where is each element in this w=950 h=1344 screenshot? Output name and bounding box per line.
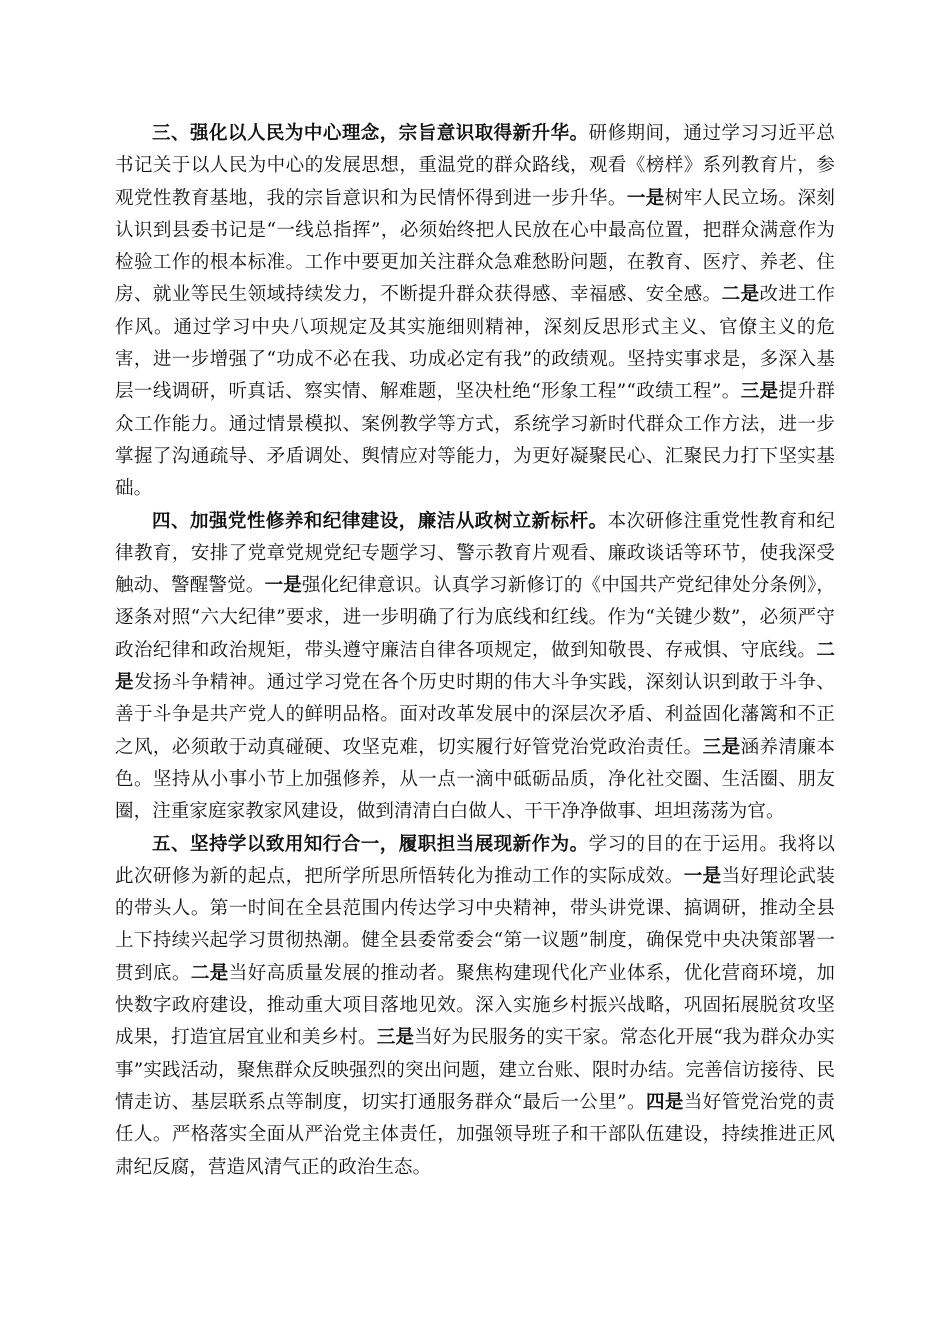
section-heading: 三、强化以人民为中心理念，宗旨意识取得新升华。 xyxy=(152,123,589,144)
section-heading: 四、加强党性修养和纪律建设，廉洁从政树立新标杆。 xyxy=(152,510,608,532)
body-text: 本次研修注重党性教育和纪律教育，安排了党章党规党纪专题学习、警示教育片观看、廉政谈话等环节，使我深受触动、警醒警觉。 xyxy=(115,510,836,597)
point-marker: 三是 xyxy=(740,381,779,403)
body-text: 当好高质量发展的推动者。聚焦构建现代化产业体系，优化营商环境，加快数字政府建设，推动重大项目落地见效。深入实施乡村振兴战略，巩固拓展脱贫攻坚成果，打造宜居宜业和美乡村。 xyxy=(115,962,836,1049)
body-text: 改进工作作风。通过学习中央八项规定及其实施细则精神，深刻反思形式主义、官僚主义的危害，进一步增强了“功成不必在我、功成必定有我”的政绩观。坚持实事求是，多深入基层一线调研，听真话、察实情、解难题，坚决杜绝“形象工程”“政绩工程”。 xyxy=(115,284,836,403)
body-text: 当好为民服务的实干家。常态化开展“我为群众办实事”实践活动，聚焦群众反映强烈的突出问题，建立台账、限时办结。完善信访接待、民情走访、基层联系点等制度，切实打通服务群众“最后一公里”。 xyxy=(115,1027,836,1113)
body-text: 提升群众工作能力。通过情景模拟、案例教学等方式，系统学习新时代群众工作方法，进一步掌握了沟通疏导、矛盾调处、舆情应对等能力，为更好凝聚民心、汇聚民力打下坚实基础。 xyxy=(115,381,835,500)
body-text: 涵养清廉本色。坚持从小事小节上加强修养，从一点一滴中砥砺品质，净化社交圈、生活圈、朋友圈，注重家庭家教家风建设，做到清清白白做人、干干净净做事、坦坦荡荡为官。 xyxy=(115,736,835,823)
point-marker: 二是 xyxy=(115,639,835,694)
point-marker: 一是 xyxy=(683,865,722,887)
body-text: 树牢人民立场。深刻认识到县委书记是“一线总指挥”，必须始终把人民放在心中最高位置，把群众满意作为检验工作的根本标准。工作中要更加关注群众急难愁盼问题，在教育、医疗、养老、住房、就业等民生领域持续发力，不断提升群众获得感、幸福感、安全感。 xyxy=(115,187,836,306)
body-text: 发扬斗争精神。通过学习党在各个历史时期的伟大斗争实践，深刻认识到敢于斗争、善于斗争是共产党人的鲜明品格。面对改革发展中的深层次矛盾、利益固化藩篱和不正之风，必须敢于动真碰硬、攻坚克难，切实履行好管党治党政治责任。 xyxy=(115,672,836,758)
point-marker: 一是 xyxy=(264,575,303,597)
body-text: 研修期间，通过学习习近平总书记关于以人民为中心的发展思想，重温党的群众路线，观看《榜样》系列教育片，参观党性教育基地，我的宗旨意识和为民情怀得到进一步升华。 xyxy=(115,123,835,209)
point-marker: 四是 xyxy=(645,1091,684,1113)
body-text: 强化纪律意识。认真学习新修订的《中国共产党纪律处分条例》，逐条对照“六大纪律”要求，进一步明确了行为底线和红线。作为“关键少数”，必须严守政治纪律和政治规矩，带头遵守廉洁自律各项规定，做到知敬畏、存戒惧、守底线。 xyxy=(115,575,835,661)
paragraph-section-three xyxy=(115,118,835,506)
paragraph-section-five xyxy=(115,829,835,1184)
body-text: 学习的目的在于运用。我将以此次研修为新的起点，把所学所思所悟转化为推动工作的实际成效。 xyxy=(115,833,835,887)
point-marker: 三是 xyxy=(702,736,741,758)
body-text: 当好理论武装的带头人。第一时间在全县范围内传达学习中央精神，带头讲党课、搞调研，推动全县上下持续兴起学习贯彻热潮。健全县委常委会“第一议题”制度，确保党中央决策部署一贯到底。 xyxy=(115,865,835,984)
point-marker: 二是 xyxy=(190,962,229,984)
point-marker: 三是 xyxy=(376,1027,415,1049)
section-heading: 五、坚持学以致用知行合一，履职担当展现新作为。 xyxy=(152,833,589,855)
document-body xyxy=(115,118,835,1184)
point-marker: 一是 xyxy=(626,187,665,209)
paragraph-section-four xyxy=(115,506,835,829)
body-text: 当好管党治党的责任人。严格落实全面从严治党主体责任，加强领导班子和干部队伍建设，持续推进正风肃纪反腐，营造风清气正的政治生态。 xyxy=(115,1091,835,1178)
point-marker: 二是 xyxy=(721,284,760,306)
